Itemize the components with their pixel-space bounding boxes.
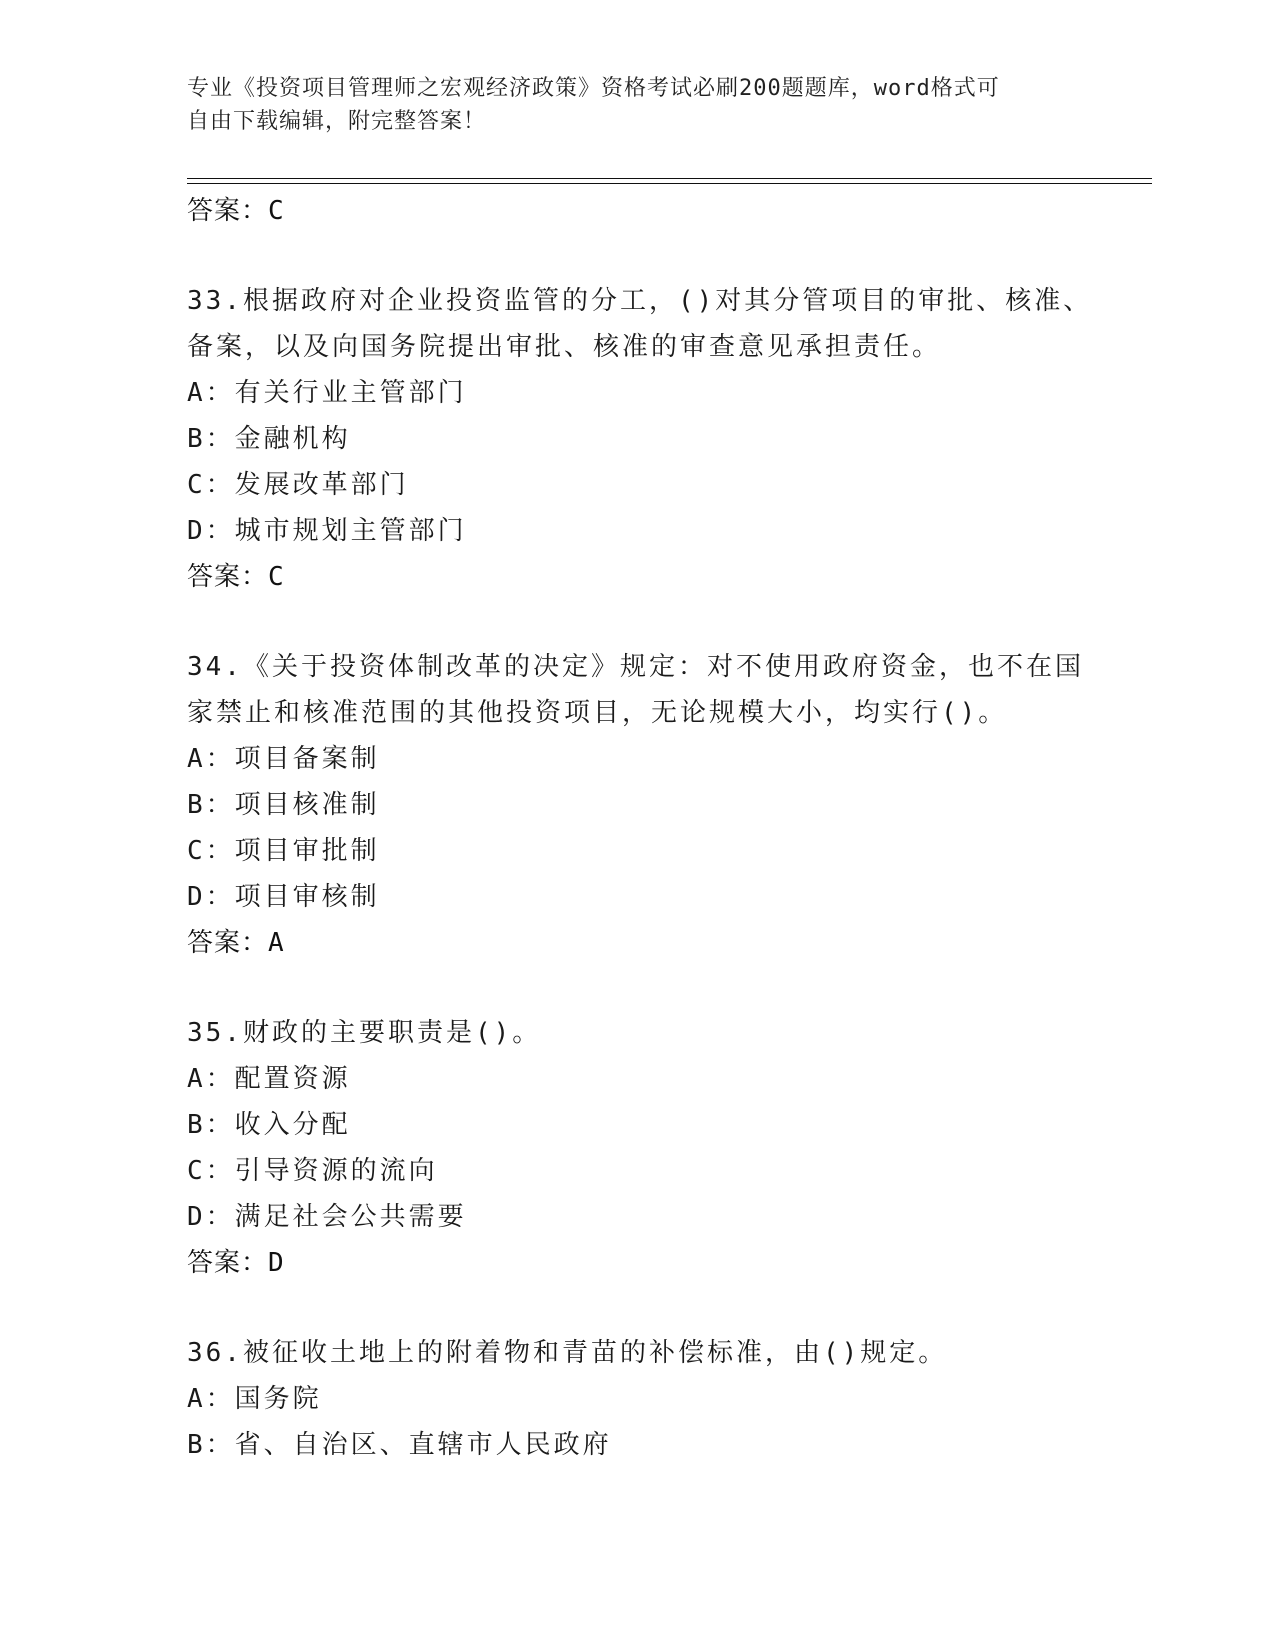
header-line-1: 专业《投资项目管理师之宏观经济政策》资格考试必刷200题题库，word格式可 [187,76,1000,101]
question-text-cont: 备案，以及向国务院提出审批、核准的审查意见承担责任。 [187,332,942,362]
answer-label: 答案：C [187,196,285,226]
option-b: B：省、自治区、直辖市人民政府 [187,1430,612,1460]
option-c: C：引导资源的流向 [187,1156,438,1186]
question-text: 36.被征收土地上的附着物和青苗的补偿标准，由()规定。 [187,1338,948,1368]
option-b: B：收入分配 [187,1110,351,1140]
header-line-2: 自由下载编辑，附完整答案！ [187,109,487,134]
option-a: A：项目备案制 [187,744,380,774]
option-b: B：金融机构 [187,424,351,454]
option-a: A：配置资源 [187,1064,351,1094]
option-c: C：项目审批制 [187,836,380,866]
answer-label: 答案：A [187,928,285,958]
question-36 [187,1330,1137,1468]
option-a: A：国务院 [187,1384,322,1414]
question-list [187,188,1137,1468]
option-b: B：项目核准制 [187,790,380,820]
answer-label: 答案：D [187,1248,285,1278]
option-c: C：发展改革部门 [187,470,409,500]
question-text: 35.财政的主要职责是()。 [187,1018,542,1048]
question-34 [187,644,1137,966]
option-d: D：城市规划主管部门 [187,516,467,546]
question-text: 34.《关于投资体制改革的决定》规定：对不使用政府资金，也不在国 [187,652,1084,682]
option-d: D：项目审核制 [187,882,380,912]
document-header [187,72,1067,138]
option-d: D：满足社会公共需要 [187,1202,467,1232]
header-divider-bottom [187,183,1152,184]
answer-label: 答案：C [187,562,285,592]
option-a: A：有关行业主管部门 [187,378,467,408]
question-33 [187,278,1137,600]
header-divider-top [187,178,1152,179]
question-text: 33.根据政府对企业投资监管的分工，()对其分管项目的审批、核准、 [187,286,1093,316]
question-35 [187,1010,1137,1286]
question-text-cont: 家禁止和核准范围的其他投资项目，无论规模大小，均实行()。 [187,698,1008,728]
